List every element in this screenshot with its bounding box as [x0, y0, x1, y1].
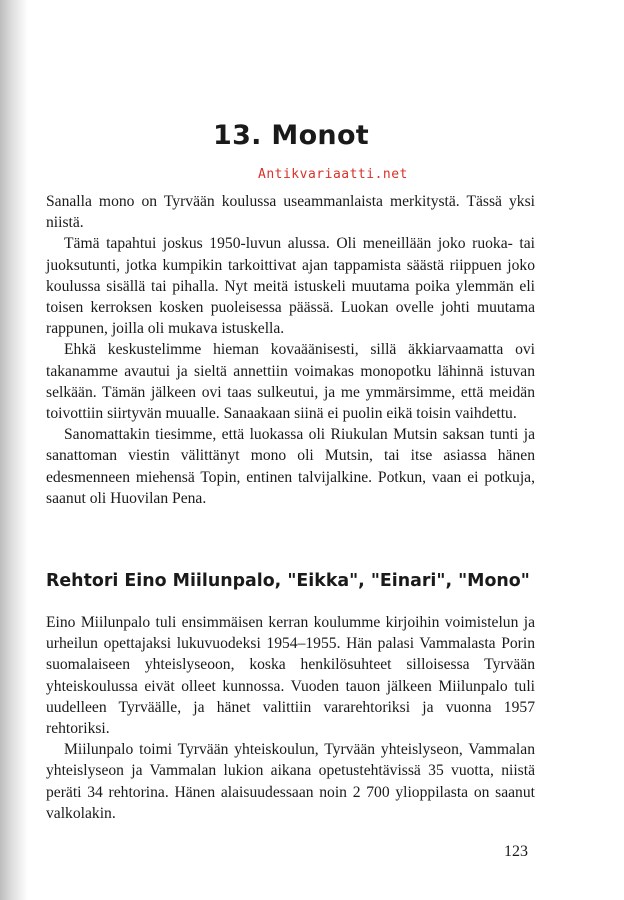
watermark-stamp: Antikvariaatti.net	[258, 167, 408, 182]
page-number: 123	[504, 843, 528, 860]
paragraph-1: Sanalla mono on Tyrvään koulussa useammanlaista merkitystä. Tässä yksi niistä.	[46, 193, 535, 232]
paragraph-4: Sanomattakin tiesimme, että luokassa oli Riukulan Mutsin saksan tunti ja sanattoman viestin välittänyt mono oli Mutsin, tai itse asiassa hänen edesmenneen miehensä Topin, entinen talvijalkine. Potkun, vaan ei potkuja, saanut oli Huovilan Pena.	[46, 426, 535, 507]
section-paragraph-1: Eino Miilunpalo tuli ensimmäisen kerran koulumme kirjoihin voimistelun ja urheilun opettajaksi lukuvuodeksi 1954–1955. Hän palasi Vammalasta Porin suomalaiseen yhteislyseoon, koska henkilösuhteet silloisessa Tyrvään yhteiskoulussa eivät olleet kunnossa. Vuoden tauon jälkeen Miilunpalo tuli uudelleen Tyrväälle, ja hänet valittiin vararehtoriksi ja vuonna 1957 rehtoriksi.	[46, 614, 535, 738]
section-text	[46, 612, 535, 824]
scan-shadow-edge	[0, 0, 28, 900]
intro-text	[46, 191, 535, 509]
chapter-title: 13. Monot	[212, 120, 370, 151]
paragraph-3: Ehkä keskustelimme hieman kovaäänisesti, sillä äkkiarvaamatta ovi takanamme avautui ja sieltä annettiin voimakas monopotku lähinnä istuvan selkään. Tämän jälkeen ovi taas sulkeutui, ja me ymmärsimme, että meidän toivottiin siirtyvän muualle. Sanaakaan siinä ei puolin eikä toisin vaihdettu.	[46, 341, 535, 423]
book-page	[46, 0, 536, 900]
section-heading: Rehtori Eino Miilunpalo, "Eikka", "Einari", "Mono"	[46, 571, 530, 591]
paragraph-2: Tämä tapahtui joskus 1950-luvun alussa. Oli meneillään joko ruoka- tai juoksutunti, jotka kumpikin tarkoittivat ajan tappamista säästä riippuen joko koulussa sisällä tai pihalla. Nyt meitä istuskeli muutama poika ylemmän eli toisen kerroksen kosken puoleisessa päässä. Luokan ovelle johti muutama rappunen, joilla oli mukava istuskella.	[46, 235, 535, 338]
section-paragraph-2: Miilunpalo toimi Tyrvään yhteiskoulun, Tyrvään yhteislyseon, Vammalan yhteislyseon ja Vammalan lukion aikana opetustehtävissä 35 vuotta, niistä peräti 34 rehtorina. Hänen alaisuudessaan noin 2 700 ylioppilasta on saanut valkolakin.	[46, 741, 535, 822]
